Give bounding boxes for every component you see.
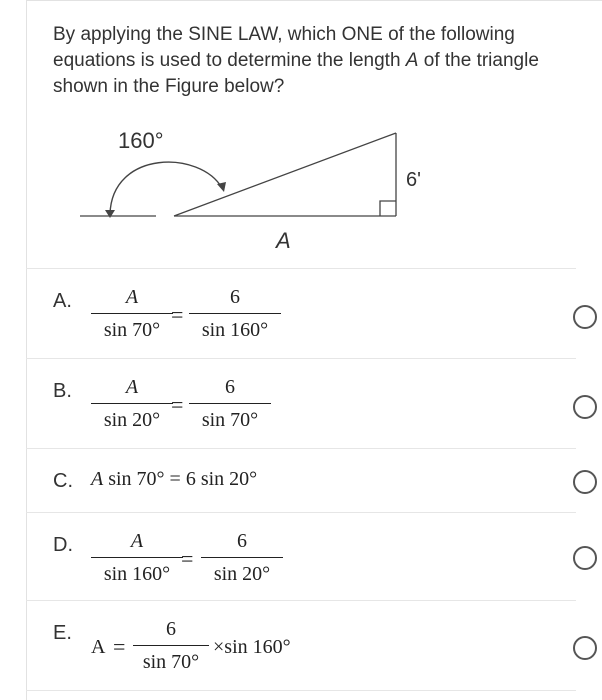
triangle-figure [70,120,450,260]
option-d-fraction-right: 6 sin 20° [201,530,283,586]
option-a[interactable] [53,282,573,358]
question-text: By applying the SINE LAW, which ONE of the following equations is used to determine the length A of the triangle shown in the Figure below? [53,24,539,97]
right-angle-marker [380,201,396,216]
option-letter: B. [53,380,72,402]
arc-arrowhead-left [105,210,115,218]
option-e[interactable] [53,614,573,690]
divider [26,448,576,449]
angle-label: 160° [118,128,164,153]
option-e-radio[interactable] [573,636,597,660]
equals-sign: = [171,392,184,417]
angle-arc [110,162,222,214]
equals-sign: = [113,634,126,659]
option-b-fraction-left: A sin 20° [91,376,173,432]
option-letter: C. [53,470,73,492]
divider [26,358,576,359]
option-c[interactable] [53,460,573,512]
option-c-radio[interactable] [573,470,597,494]
option-b-fraction-right: 6 sin 70° [189,376,271,432]
option-e-tail: ×sin 160° [213,636,291,658]
option-a-radio[interactable] [573,305,597,329]
option-c-equation: A sin 70° = 6 sin 20° [91,468,258,490]
option-e-lhs: A [91,636,106,658]
option-d[interactable] [53,526,573,600]
option-d-radio[interactable] [573,546,597,570]
option-letter: A. [53,290,72,312]
divider [26,690,576,691]
hypotenuse [174,133,396,216]
divider [26,512,576,513]
option-b-radio[interactable] [573,395,597,419]
option-letter: E. [53,622,72,644]
option-e-fraction: 6 sin 70° [133,618,209,674]
option-a-fraction-left: A sin 70° [91,286,173,342]
option-letter: D. [53,534,73,556]
base-label: A [276,228,291,253]
option-d-fraction-left: A sin 160° [91,530,183,586]
divider [26,268,576,269]
side-label: 6' [406,169,421,191]
option-b[interactable] [53,372,573,448]
divider [26,600,576,601]
equals-sign: = [181,546,194,571]
equals-sign: = [171,302,184,327]
option-a-fraction-right: 6 sin 160° [189,286,281,342]
